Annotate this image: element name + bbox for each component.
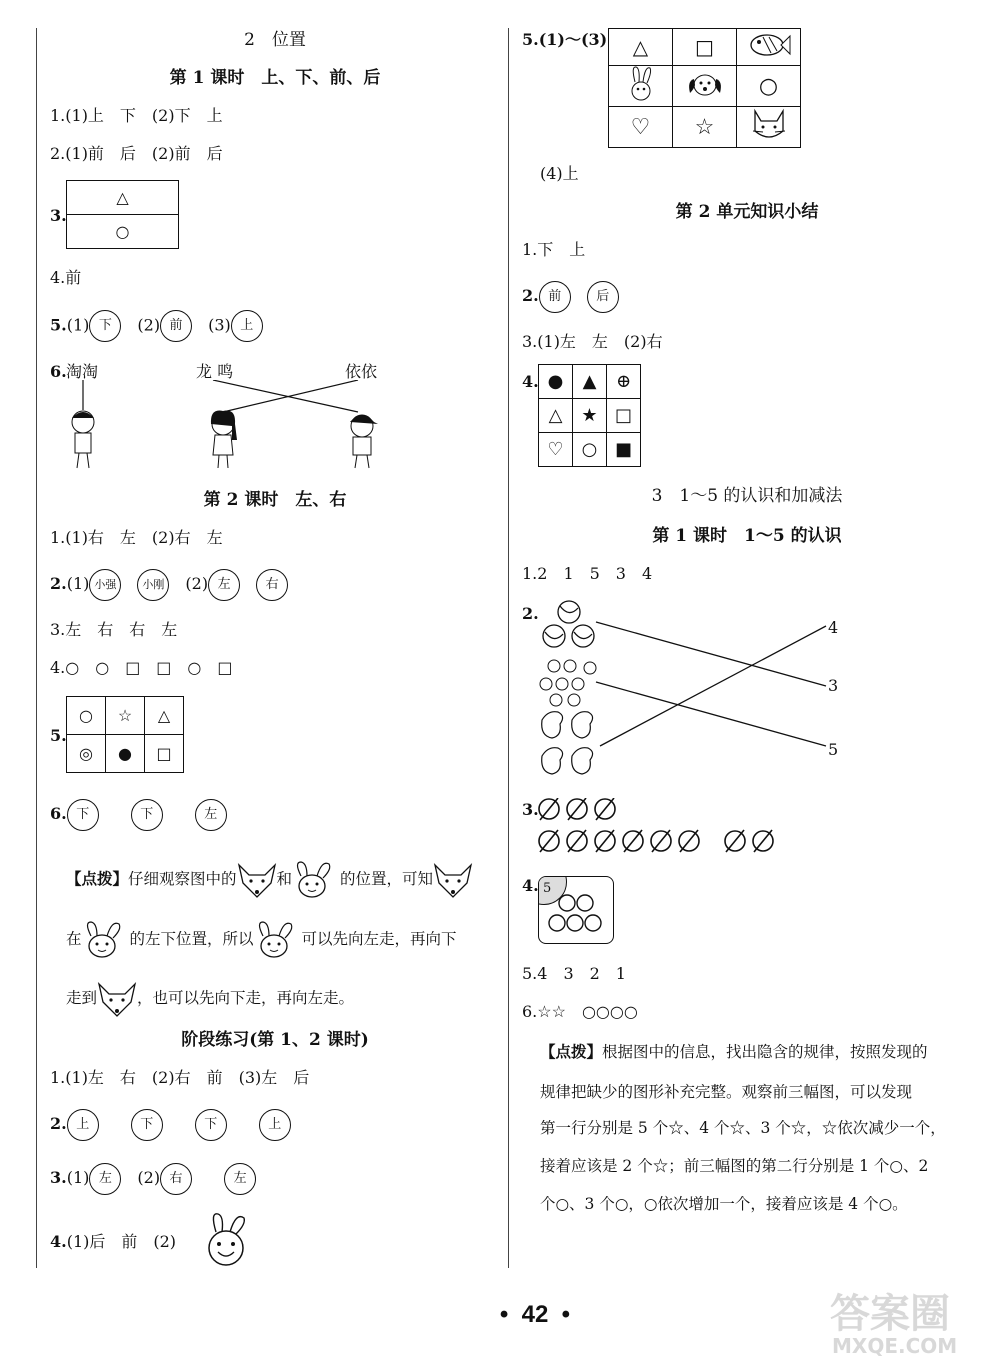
question-number: 3. bbox=[50, 206, 67, 225]
question-number: 6. bbox=[50, 804, 67, 823]
grid-cell: ◎ bbox=[67, 735, 106, 773]
hint-label: 【点拨】 bbox=[66, 869, 129, 888]
answer-line: (4)上 bbox=[540, 164, 579, 183]
grid-cell: ⊕ bbox=[607, 365, 641, 399]
count-number: 4 bbox=[828, 618, 839, 637]
dog-icon bbox=[685, 67, 725, 101]
answer-line: 1.(1)左 右 (2)右 前 (3)左 后 bbox=[50, 1068, 310, 1087]
watermark-url: MXQE.COM bbox=[832, 1334, 958, 1358]
grid-cell: □ bbox=[673, 29, 737, 66]
grid-cell: ☆ bbox=[673, 107, 737, 148]
grid-cell bbox=[737, 107, 801, 148]
answer-line: 4.前 bbox=[50, 268, 82, 287]
answer-line: 4.○ ○ □ □ ○ □ bbox=[50, 658, 233, 677]
name-label: 龙 鸣 bbox=[196, 362, 234, 381]
fox-icon bbox=[433, 861, 473, 899]
page-number-value: 42 bbox=[521, 1301, 549, 1328]
circled-answer: 上 bbox=[67, 1109, 99, 1141]
question-number: 2. bbox=[50, 574, 67, 593]
practice-title: 阶段练习(第 1、2 课时) bbox=[181, 1030, 369, 1050]
grid-cell bbox=[673, 66, 737, 107]
watermark-logo: 答案圈 bbox=[830, 1291, 950, 1337]
grid-cell: ☆ bbox=[106, 697, 145, 735]
question-number: 5. bbox=[50, 315, 67, 335]
hint-label: 【点拨】 bbox=[540, 1042, 603, 1061]
lesson-title: 第 2 课时 左、右 bbox=[203, 490, 347, 510]
circled-answer: 左 bbox=[208, 569, 240, 601]
girl-figure-icon bbox=[211, 411, 237, 468]
answer-line: 2.(1)前 后 (2)前 后 bbox=[50, 144, 223, 163]
part-label: (2) bbox=[137, 1168, 161, 1187]
cap-boy-figure-icon bbox=[350, 415, 378, 468]
circled-answer: 上 bbox=[259, 1109, 291, 1141]
rabbit-icon bbox=[292, 860, 340, 900]
part-label: (1) bbox=[66, 574, 90, 593]
section-title: 3 1～5 的认识和加减法 bbox=[651, 486, 843, 506]
hint-line bbox=[540, 1042, 928, 1062]
answer-line: 6.☆☆ ○○○○ bbox=[522, 1002, 638, 1021]
circled-answer: 下 bbox=[89, 310, 121, 342]
rabbit-icon bbox=[254, 920, 302, 960]
part-label: (3) bbox=[208, 315, 231, 335]
lesson-title: 第 1 课时 上、下、前、后 bbox=[169, 68, 381, 88]
hint-text: 可以先向左走，再向下 bbox=[301, 930, 457, 948]
fish-icon bbox=[747, 31, 791, 59]
name-label: 淘淘 bbox=[66, 362, 99, 381]
answer-line bbox=[522, 30, 607, 50]
answer-line bbox=[50, 798, 227, 831]
hint-text: 仔细观察图中的 bbox=[128, 870, 237, 888]
answer-line bbox=[50, 568, 288, 601]
grid-cell: □ bbox=[145, 735, 184, 773]
part-label: (1) bbox=[66, 1168, 90, 1187]
hint-line bbox=[66, 920, 457, 960]
answer-text: (1)后 前 (2) bbox=[66, 1232, 177, 1251]
column-divider bbox=[508, 28, 509, 1268]
grid-cell: □ bbox=[607, 399, 641, 433]
part-label: (1) bbox=[66, 315, 90, 335]
hint-text: ，也可以先向下走，再向左走。 bbox=[137, 989, 355, 1007]
question-number: 4. bbox=[522, 876, 539, 895]
boy-figure-icon bbox=[72, 411, 94, 468]
circled-answer: 上 bbox=[231, 310, 263, 342]
grid-cell: ○ bbox=[573, 433, 607, 467]
grid-cell: ■ bbox=[607, 433, 641, 467]
circled-answer: 小强 bbox=[89, 569, 121, 601]
question-number: 3. bbox=[522, 800, 539, 819]
hint-line: 第一行分别是 5 个☆、4 个☆、3 个☆，☆依次减少一个， bbox=[540, 1119, 946, 1137]
circled-answer: 小刚 bbox=[137, 569, 169, 601]
hint-text: 在 bbox=[66, 930, 82, 948]
hint-line bbox=[66, 860, 473, 900]
question-number: 2. bbox=[522, 286, 539, 305]
section-title: 2 位置 bbox=[244, 30, 306, 50]
count-number: 5 bbox=[828, 740, 839, 759]
answer-line: 5.4 3 2 1 bbox=[522, 964, 626, 983]
grid-cell: ▲ bbox=[573, 365, 607, 399]
grid-cell: △ bbox=[145, 697, 184, 735]
answer-line: 3.左 右 右 左 bbox=[50, 620, 178, 639]
chick-group-icon bbox=[540, 660, 596, 706]
part-label: (2) bbox=[185, 574, 209, 593]
circled-answer: 左 bbox=[224, 1163, 256, 1195]
grid-cell: ♡ bbox=[609, 107, 673, 148]
circled-answer: 后 bbox=[587, 281, 619, 313]
rabbit-face-icon bbox=[198, 1212, 254, 1268]
matching-drawing bbox=[40, 380, 400, 475]
card-number: 5 bbox=[543, 881, 552, 896]
grid-cell: ● bbox=[539, 365, 573, 399]
crossed-circles bbox=[538, 798, 778, 858]
answer-line: 1.(1)右 左 (2)右 左 bbox=[50, 528, 223, 547]
grid-cell bbox=[737, 29, 801, 66]
fox-icon bbox=[97, 980, 137, 1018]
position-box bbox=[66, 180, 179, 249]
answer-line bbox=[522, 280, 619, 313]
grid-cell: ○ bbox=[67, 215, 179, 249]
question-number: 4. bbox=[522, 372, 539, 391]
answer-line: 3.(1)左 左 (2)右 bbox=[522, 332, 663, 351]
volleyball-icon bbox=[543, 601, 594, 647]
hint-text: 根据图中的信息，找出隐含的规律，按照发现的 bbox=[602, 1043, 928, 1061]
answer-line: 1.下 上 bbox=[522, 240, 586, 259]
answer-line bbox=[50, 1162, 256, 1195]
hint-line: 个○、3 个○，○依次增加一个，接着应该是 4 个○。 bbox=[540, 1195, 908, 1213]
circled-answer: 右 bbox=[160, 1163, 192, 1195]
circled-answer: 下 bbox=[131, 799, 163, 831]
question-number: 4. bbox=[50, 1232, 67, 1251]
grid-cell: ○ bbox=[67, 697, 106, 735]
dot-card bbox=[538, 876, 614, 944]
answer-line bbox=[50, 310, 263, 342]
shape-grid bbox=[66, 696, 184, 773]
left-margin-line bbox=[36, 28, 37, 1268]
question-number: 2. bbox=[50, 1114, 67, 1133]
hint-line: 规律把缺少的图形补充完整。观察前三幅图，可以发现 bbox=[540, 1083, 913, 1101]
shape-grid bbox=[538, 364, 641, 467]
name-label: 依依 bbox=[345, 362, 378, 381]
page-number: • 42 • bbox=[499, 1301, 571, 1328]
counting-matching-drawing bbox=[536, 598, 846, 783]
circled-answer: 左 bbox=[195, 799, 227, 831]
count-number: 3 bbox=[828, 676, 839, 695]
hint-text: 的左下位置，所以 bbox=[129, 930, 254, 948]
hint-text: 和 bbox=[276, 870, 293, 888]
circled-answer: 下 bbox=[195, 1109, 227, 1141]
fox-icon bbox=[237, 861, 277, 899]
answer-line: 1.2 1 5 3 4 bbox=[522, 564, 653, 583]
grid-cell: △ bbox=[609, 29, 673, 66]
grid-cell: ○ bbox=[737, 66, 801, 107]
question-number: 5.(1)～(3) bbox=[522, 30, 608, 49]
question-number: 6. bbox=[50, 362, 67, 381]
answer-line bbox=[50, 1232, 176, 1252]
circled-answer: 下 bbox=[131, 1109, 163, 1141]
hint-text: 的位置，可知 bbox=[340, 870, 434, 888]
circled-answer: 左 bbox=[89, 1163, 121, 1195]
grid-cell: ● bbox=[106, 735, 145, 773]
circled-answer: 前 bbox=[539, 281, 571, 313]
summary-title: 第 2 单元知识小结 bbox=[675, 202, 819, 222]
answer-line: 1.(1)上 下 (2)下 上 bbox=[50, 106, 223, 125]
lesson-title: 第 1 课时 1～5 的认识 bbox=[652, 526, 842, 546]
shape-grid bbox=[608, 28, 801, 148]
hint-line: 接着应该是 2 个☆；前三幅图的第二行分别是 1 个○、2 bbox=[540, 1157, 929, 1175]
circled-answer: 右 bbox=[256, 569, 288, 601]
circled-answer: 下 bbox=[67, 799, 99, 831]
part-label: (2) bbox=[137, 315, 161, 335]
squirrel-group-icon bbox=[542, 712, 593, 774]
hint-line bbox=[66, 980, 354, 1018]
cat-icon bbox=[749, 107, 789, 143]
hint-text: 走到 bbox=[66, 989, 98, 1007]
question-number: 5. bbox=[50, 726, 67, 745]
grid-cell: ♡ bbox=[539, 433, 573, 467]
grid-cell: △ bbox=[539, 399, 573, 433]
answer-line bbox=[50, 1108, 291, 1141]
question-number: 2. bbox=[522, 604, 539, 623]
circled-answer: 前 bbox=[160, 310, 192, 342]
grid-cell: △ bbox=[67, 181, 179, 215]
grid-cell: ★ bbox=[573, 399, 607, 433]
grid-cell bbox=[609, 66, 673, 107]
rabbit-icon bbox=[82, 920, 130, 960]
question-number: 3. bbox=[50, 1168, 67, 1187]
rabbit-icon bbox=[623, 66, 659, 102]
five-circles-icon bbox=[545, 891, 609, 939]
